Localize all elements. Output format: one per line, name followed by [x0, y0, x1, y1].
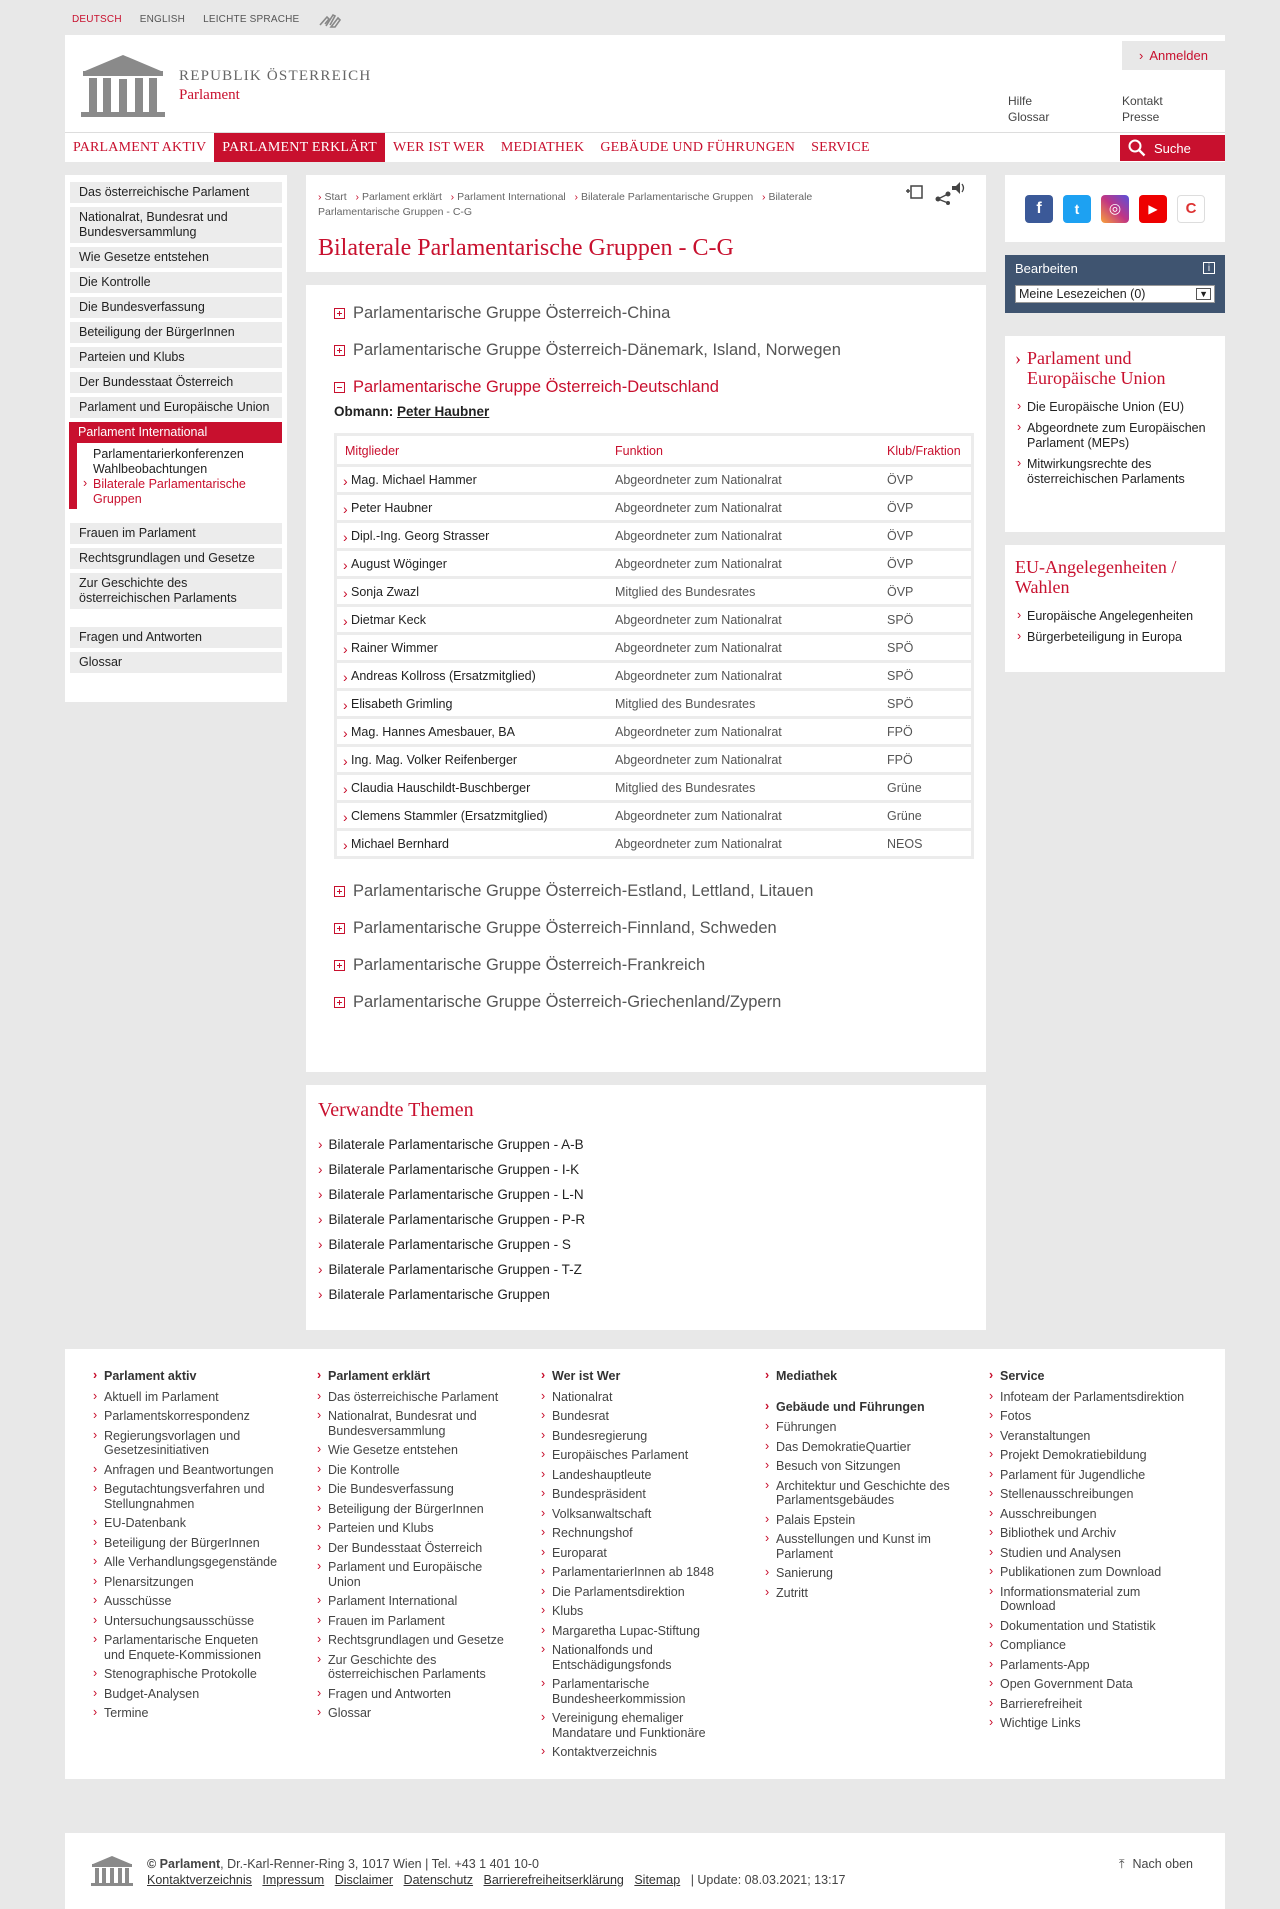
accordion-title: Parlamentarische Gruppe Österreich-Finnland, Schweden: [353, 919, 777, 937]
footer-link[interactable]: › Ausschreibungen: [988, 1507, 1188, 1522]
presse-link[interactable]: Presse: [1122, 110, 1160, 124]
member-club: SPÖ: [879, 660, 971, 688]
obmann-label: Obmann:: [334, 404, 394, 419]
footer-link[interactable]: › Publikationen zum Download: [988, 1565, 1188, 1580]
edit-panel: [1005, 255, 1225, 313]
member-function: Abgeordneter zum Nationalrat: [607, 828, 879, 856]
column-header[interactable]: Funktion: [607, 436, 879, 464]
update-info: | Update: 08.03.2021; 13:17: [690, 1873, 846, 1887]
footer-link[interactable]: › Nationalfonds und Entschädigungsfonds: [540, 1643, 730, 1672]
eu-box: [1005, 336, 1225, 532]
table-row[interactable]: [337, 576, 971, 604]
footer-link[interactable]: › Volksanwaltschaft: [540, 1507, 730, 1522]
sidebar-subitem-current[interactable]: › Bilaterale Parlamentarische Gruppen: [93, 477, 282, 507]
column-header[interactable]: Mitglieder: [337, 436, 607, 464]
footer-link[interactable]: › Begutachtungsverfahren und Stellungnahmen: [92, 1482, 282, 1511]
logo-title: REPUBLIK ÖSTERREICH: [179, 68, 372, 84]
related-link[interactable]: › Bilaterale Parlamentarische Gruppen - A-B: [318, 1137, 584, 1152]
footer-col: [92, 1369, 282, 1726]
footer-col: [316, 1369, 506, 1726]
sidebar-item[interactable]: Die Bundesverfassung: [70, 297, 282, 318]
bottom-link[interactable]: Sitemap: [634, 1873, 681, 1887]
footer-link[interactable]: › Infoteam der Parlamentsdirektion: [988, 1390, 1188, 1405]
footer-link[interactable]: › Die Bundesverfassung: [316, 1482, 506, 1497]
instagram-icon[interactable]: ◎: [1101, 195, 1129, 223]
footer-link[interactable]: › Palais Epstein: [764, 1513, 954, 1528]
footer-link[interactable]: › Stenographische Protokolle: [92, 1667, 282, 1682]
footer-heading[interactable]: › Parlament erklärt: [316, 1369, 506, 1384]
footer-link[interactable]: › Wie Gesetze entstehen: [316, 1443, 506, 1458]
footer-link[interactable]: › EU-Datenbank: [92, 1516, 282, 1531]
sidebar-item[interactable]: Parlament und Europäische Union: [70, 397, 282, 418]
member-function: Mitglied des Bundesrates: [607, 772, 879, 800]
related-link[interactable]: › Bilaterale Parlamentarische Gruppen - I-K: [318, 1162, 580, 1177]
breadcrumb-item[interactable]: Start: [324, 191, 347, 203]
member-club: ÖVP: [879, 520, 971, 548]
accordion-title: Parlamentarische Gruppe Österreich-Estland, Lettland, Litauen: [353, 882, 814, 900]
footer-link[interactable]: › Parlament International: [316, 1594, 506, 1609]
social-box: [1005, 175, 1225, 242]
related-link[interactable]: › Bilaterale Parlamentarische Gruppen - T-Z: [318, 1262, 582, 1277]
member-name[interactable]: › Andreas Kollross (Ersatzmitglied): [337, 660, 607, 688]
related-list: [318, 1132, 974, 1307]
footer-link[interactable]: › Veranstaltungen: [988, 1429, 1188, 1444]
accordion-item[interactable]: [334, 332, 958, 369]
nav-service[interactable]: SERVICE: [811, 139, 870, 155]
expand-icon: [334, 960, 345, 971]
member-name[interactable]: › Mag. Michael Hammer: [337, 464, 607, 492]
table-row[interactable]: [337, 492, 971, 520]
footer-link[interactable]: › Landeshauptleute: [540, 1468, 730, 1483]
obmann-link[interactable]: Peter Haubner: [397, 404, 490, 419]
footer-link[interactable]: › Die Parlamentsdirektion: [540, 1585, 730, 1600]
accordion-item[interactable]: [334, 910, 958, 947]
table-row[interactable]: [337, 716, 971, 744]
bottom-link[interactable]: Barrierefreiheitserklärung: [483, 1873, 624, 1887]
nav-gebaeude[interactable]: GEBÄUDE UND FÜHRUNGEN: [600, 139, 796, 155]
footer-link[interactable]: › Parlamentarische Enqueten und Enquete-Kommissionen: [92, 1633, 282, 1662]
sidebar-subnav: [69, 443, 282, 509]
footer-link[interactable]: › Führungen: [764, 1420, 954, 1435]
accordion-item[interactable]: [334, 295, 958, 332]
bottom-link[interactable]: Datenschutz: [403, 1873, 474, 1887]
hilfe-link[interactable]: Hilfe: [1008, 94, 1033, 108]
language-bar: [72, 14, 343, 29]
footer-link[interactable]: › ParlamentarierInnen ab 1848: [540, 1565, 730, 1580]
footer-link[interactable]: › Aktuell im Parlament: [92, 1390, 282, 1405]
edit-label[interactable]: Bearbeiten: [1015, 260, 1078, 276]
related-title: Verwandte Themen: [318, 1099, 474, 1121]
accordion-title: Parlamentarische Gruppe Österreich-Deutschland: [353, 378, 719, 396]
footer-link[interactable]: › Wichtige Links: [988, 1716, 1188, 1731]
member-function: Abgeordneter zum Nationalrat: [607, 716, 879, 744]
member-name[interactable]: › Mag. Hannes Amesbauer, BA: [337, 716, 607, 744]
eu-link[interactable]: › Abgeordnete zum Europäischen Parlament (MEPs): [1015, 421, 1215, 451]
accordion-item[interactable]: [334, 984, 958, 1021]
footer-col: [540, 1369, 730, 1765]
arrow-up-icon: ⤒: [1119, 1857, 1125, 1871]
breadcrumb-item[interactable]: Bilaterale Parlamentarische Gruppen: [581, 191, 754, 203]
footer-link[interactable]: › Zutritt: [764, 1586, 954, 1601]
member-club: FPÖ: [879, 744, 971, 772]
sidebar-item[interactable]: Rechtsgrundlagen und Gesetze: [70, 548, 282, 569]
member-function: Abgeordneter zum Nationalrat: [607, 492, 879, 520]
chevron-down-icon: ▼: [1196, 288, 1211, 300]
table-row[interactable]: [337, 604, 971, 632]
member-function: Abgeordneter zum Nationalrat: [607, 632, 879, 660]
table-row[interactable]: [337, 632, 971, 660]
sidebar-item[interactable]: Nationalrat, Bundesrat und Bundesversammlung: [70, 207, 282, 243]
footer-link[interactable]: › Bundesrat: [540, 1409, 730, 1424]
sidebar-item[interactable]: Glossar: [70, 652, 282, 673]
member-name[interactable]: › Claudia Hauschildt-Buschberger: [337, 772, 607, 800]
related-link[interactable]: › Bilaterale Parlamentarische Gruppen - P-R: [318, 1212, 586, 1227]
table-row[interactable]: [337, 744, 971, 772]
footer-heading[interactable]: › Mediathek: [764, 1369, 954, 1384]
expand-icon: [334, 345, 345, 356]
sidebar-subitem[interactable]: Parlamentarierkonferenzen: [93, 447, 244, 461]
table-row[interactable]: [337, 772, 971, 800]
footer-link[interactable]: › Europäisches Parlament: [540, 1448, 730, 1463]
search-button[interactable]: [1120, 135, 1225, 161]
title-box: [306, 175, 986, 272]
site-header: [65, 35, 1225, 162]
footer-link[interactable]: › Parlament für Jugendliche: [988, 1468, 1188, 1483]
breadcrumb-item[interactable]: Parlament erklärt: [361, 191, 442, 203]
lang-leichte-sprache[interactable]: LEICHTE SPRACHE: [203, 14, 300, 25]
table-row[interactable]: [337, 464, 971, 492]
footer-link[interactable]: › Fotos: [988, 1409, 1188, 1424]
table-row[interactable]: [337, 688, 971, 716]
member-club: ÖVP: [879, 464, 971, 492]
footer-link[interactable]: › Bundesregierung: [540, 1429, 730, 1444]
footer-link[interactable]: › Dokumentation und Statistik: [988, 1619, 1188, 1634]
footer-link[interactable]: › Compliance: [988, 1638, 1188, 1653]
footer-link[interactable]: › Parlamentarische Bundesheerkommission: [540, 1677, 730, 1706]
member-club: ÖVP: [879, 492, 971, 520]
footer-link[interactable]: › Nationalrat, Bundesrat und Bundesversammlung: [316, 1409, 506, 1438]
logo-subtitle: Parlament: [179, 87, 240, 103]
footer-link[interactable]: › Regierungsvorlagen und Gesetzesinitiativen: [92, 1429, 282, 1458]
bottom-link[interactable]: Disclaimer: [334, 1873, 394, 1887]
member-function: Abgeordneter zum Nationalrat: [607, 520, 879, 548]
eu-title[interactable]: › Parlament und Europäische Union: [1015, 348, 1166, 388]
member-function: Abgeordneter zum Nationalrat: [607, 464, 879, 492]
member-function: Mitglied des Bundesrates: [607, 576, 879, 604]
eu2-link[interactable]: › Europäische Angelegenheiten: [1015, 609, 1215, 624]
member-name[interactable]: › Elisabeth Grimling: [337, 688, 607, 716]
column-header[interactable]: Klub/Fraktion: [879, 436, 971, 464]
help-links: [1008, 93, 1049, 125]
member-club: Grüne: [879, 800, 971, 828]
member-function: Mitglied des Bundesrates: [607, 688, 879, 716]
sidebar-item[interactable]: Beteiligung der BürgerInnen: [70, 322, 282, 343]
member-name[interactable]: › Clemens Stammler (Ersatzmitglied): [337, 800, 607, 828]
site-footer: [65, 1349, 1225, 1779]
member-club: ÖVP: [879, 576, 971, 604]
accordion-title: Parlamentarische Gruppe Österreich-Griechenland/Zypern: [353, 993, 782, 1011]
breadcrumb: › Start › Parlament erklärt › Parlament International › Bilaterale Parlamentarische Gruppen › Bilaterale Parlamentarische Gruppen - C-G: [318, 191, 813, 218]
eu2-box: [1005, 545, 1225, 672]
footer-link[interactable]: › Budget-Analysen: [92, 1687, 282, 1702]
footer-link[interactable]: › Beteiligung der BürgerInnen: [316, 1502, 506, 1517]
sidebar-item-parlament-international[interactable]: Parlament International: [69, 422, 282, 443]
table-row[interactable]: [337, 800, 971, 828]
related-link[interactable]: › Bilaterale Parlamentarische Gruppen: [318, 1287, 550, 1302]
bookmarks-value: Meine Lesezeichen (0): [1019, 287, 1146, 301]
sidebar-item[interactable]: Frauen im Parlament: [70, 523, 282, 544]
nav-wer-ist-wer[interactable]: WER IST WER: [392, 139, 485, 155]
address: , Dr.-Karl-Renner-Ring 3, 1017 Wien | Tel. +43 1 401 10-0: [220, 1857, 539, 1871]
member-club: Grüne: [879, 772, 971, 800]
site-logo[interactable]: [79, 53, 371, 119]
footer-link[interactable]: › Architektur und Geschichte des Parlamentsgebäudes: [764, 1479, 954, 1508]
member-function: Abgeordneter zum Nationalrat: [607, 548, 879, 576]
footer-link[interactable]: › Rechnungshof: [540, 1526, 730, 1541]
facebook-icon[interactable]: f: [1025, 195, 1053, 223]
expand-icon: [334, 923, 345, 934]
twitter-icon[interactable]: t: [1063, 195, 1091, 223]
login-label: Anmelden: [1149, 48, 1208, 63]
collapse-icon: [334, 382, 345, 393]
member-club: ÖVP: [879, 548, 971, 576]
member-name[interactable]: › Dietmar Keck: [337, 604, 607, 632]
footer-heading[interactable]: › Parlament aktiv: [92, 1369, 282, 1384]
member-function: Abgeordneter zum Nationalrat: [607, 604, 879, 632]
footer-link[interactable]: › Margaretha Lupac-Stiftung: [540, 1624, 730, 1639]
parliament-logo-small-icon: [90, 1855, 134, 1887]
footer-link[interactable]: › Kontaktverzeichnis: [540, 1745, 730, 1760]
obmann: [334, 404, 958, 419]
footer-link[interactable]: › Beteiligung der BürgerInnen: [92, 1536, 282, 1551]
accordion-item-open[interactable]: [334, 369, 958, 406]
member-club: FPÖ: [879, 716, 971, 744]
expand-icon: [334, 308, 345, 319]
page-title: Bilaterale Parlamentarische Gruppen - C-G: [318, 235, 734, 261]
parliament-logo-icon: [79, 53, 167, 119]
footer-link[interactable]: › Projekt Demokratiebildung: [988, 1448, 1188, 1463]
related-topics: [306, 1085, 986, 1330]
footer-link[interactable]: › Parlaments-App: [988, 1658, 1188, 1673]
nav-mediathek[interactable]: MEDIATHEK: [500, 139, 585, 155]
eu-link[interactable]: › Mitwirkungsrechte des österreichischen Parlaments: [1015, 457, 1215, 487]
bookmark-icon[interactable]: [904, 183, 926, 201]
table-row[interactable]: [337, 520, 971, 548]
main-navigation: [65, 132, 1225, 162]
nav-parlament-erklaert[interactable]: PARLAMENT ERKLÄRT: [214, 133, 385, 162]
footer-link[interactable]: › Fragen und Antworten: [316, 1687, 506, 1702]
footer-heading[interactable]: › Gebäude und Führungen: [764, 1400, 954, 1415]
footer-link[interactable]: › Vereinigung ehemaliger Mandatare und Funktionäre: [540, 1711, 730, 1740]
footer-link[interactable]: › Open Government Data: [988, 1677, 1188, 1692]
footer-link[interactable]: › Frauen im Parlament: [316, 1614, 506, 1629]
lang-english[interactable]: ENGLISH: [139, 14, 186, 25]
member-name[interactable]: › Rainer Wimmer: [337, 632, 607, 660]
footer-col: [988, 1369, 1188, 1736]
sidebar-item[interactable]: Der Bundesstaat Österreich: [70, 372, 282, 393]
footer-col: [764, 1369, 954, 1605]
groups-accordion: [306, 285, 986, 1072]
footer-link[interactable]: › Sanierung: [764, 1566, 954, 1581]
member-club: SPÖ: [879, 604, 971, 632]
member-function: Abgeordneter zum Nationalrat: [607, 800, 879, 828]
eu2-link[interactable]: › Bürgerbeteiligung in Europa: [1015, 630, 1215, 645]
member-name[interactable]: › Sonja Zwazl: [337, 576, 607, 604]
footer-link[interactable]: › Glossar: [316, 1706, 506, 1721]
footer-link[interactable]: › Klubs: [540, 1604, 730, 1619]
bottom-bar: [65, 1833, 1225, 1909]
breadcrumb-item[interactable]: Parlament International: [457, 191, 566, 203]
nav-parlament-aktiv[interactable]: PARLAMENT AKTIV: [73, 139, 207, 155]
expand-icon: [334, 997, 345, 1008]
member-name[interactable]: › Ing. Mag. Volker Reifenberger: [337, 744, 607, 772]
related-link[interactable]: › Bilaterale Parlamentarische Gruppen - S: [318, 1237, 571, 1252]
bottom-link[interactable]: Kontaktverzeichnis: [147, 1873, 252, 1887]
accordion-title: Parlamentarische Gruppe Österreich-Frankreich: [353, 956, 706, 974]
sidebar-subitem[interactable]: Wahlbeobachtungen: [93, 462, 208, 476]
member-function: Abgeordneter zum Nationalrat: [607, 660, 879, 688]
kontakt-link[interactable]: Kontakt: [1122, 94, 1163, 108]
accordion-item[interactable]: [334, 873, 958, 910]
footer-heading[interactable]: › Service: [988, 1369, 1188, 1384]
related-link[interactable]: › Bilaterale Parlamentarische Gruppen - L-N: [318, 1187, 584, 1202]
app-icon[interactable]: C: [1177, 195, 1205, 223]
login-button[interactable]: › Anmelden: [1122, 41, 1225, 70]
table-row[interactable]: [337, 660, 971, 688]
member-name[interactable]: › Peter Haubner: [337, 492, 607, 520]
footer-link[interactable]: › Anfragen und Beantwortungen: [92, 1463, 282, 1478]
accordion-title: Parlamentarische Gruppe Österreich-Dänemark, Island, Norwegen: [353, 341, 841, 359]
members-table: [334, 433, 974, 859]
footer-link[interactable]: › Termine: [92, 1706, 282, 1721]
footer-link[interactable]: › Nationalrat: [540, 1390, 730, 1405]
footer-link[interactable]: › Die Kontrolle: [316, 1463, 506, 1478]
footer-link[interactable]: › Rechtsgrundlagen und Gesetze: [316, 1633, 506, 1648]
back-to-top-button[interactable]: ⤒ Nach oben: [1119, 1857, 1193, 1871]
breadcrumb-current: Bilaterale Parlamentarische Gruppen - C-G: [318, 191, 813, 218]
glossar-link[interactable]: Glossar: [1008, 110, 1050, 124]
lang-deutsch[interactable]: DEUTSCH: [72, 14, 122, 25]
sidebar-item[interactable]: Die Kontrolle: [70, 272, 282, 293]
footer-link[interactable]: › Zur Geschichte des österreichischen Parlaments: [316, 1653, 506, 1682]
footer-link[interactable]: › Ausschüsse: [92, 1594, 282, 1609]
footer-link[interactable]: › Bibliothek und Archiv: [988, 1526, 1188, 1541]
member-name[interactable]: › August Wöginger: [337, 548, 607, 576]
footer-link[interactable]: › Untersuchungsausschüsse: [92, 1614, 282, 1629]
member-function: Abgeordneter zum Nationalrat: [607, 744, 879, 772]
share-audio-icon[interactable]: [934, 181, 968, 205]
footer-link[interactable]: › Das DemokratieQuartier: [764, 1440, 954, 1455]
member-club: NEOS: [879, 828, 971, 856]
footer-link[interactable]: › Studien und Analysen: [988, 1546, 1188, 1561]
bookmarks-select[interactable]: [1015, 285, 1215, 303]
info-icon[interactable]: i: [1203, 262, 1215, 274]
sidebar-item[interactable]: Das österreichische Parlament: [70, 182, 282, 203]
accordion-item[interactable]: [334, 947, 958, 984]
expand-icon: [334, 886, 345, 897]
copyright: © Parlament: [147, 1857, 221, 1871]
table-row[interactable]: [337, 828, 971, 856]
sign-language-icon[interactable]: [317, 9, 343, 29]
search-label: Suche: [1154, 140, 1191, 156]
footer-link[interactable]: › Der Bundesstaat Österreich: [316, 1541, 506, 1556]
sidebar-item[interactable]: Fragen und Antworten: [70, 627, 282, 648]
footer-heading[interactable]: › Wer ist Wer: [540, 1369, 730, 1384]
sidebar-item[interactable]: Zur Geschichte des österreichischen Parlaments: [70, 573, 282, 609]
footer-link[interactable]: › Stellenausschreibungen: [988, 1487, 1188, 1502]
eu2-title[interactable]: EU-Angelegenheiten / Wahlen: [1015, 557, 1177, 597]
sidebar-item[interactable]: Parteien und Klubs: [70, 347, 282, 368]
search-icon: [1128, 139, 1146, 157]
member-name[interactable]: › Michael Bernhard: [337, 828, 607, 856]
member-club: SPÖ: [879, 632, 971, 660]
table-row[interactable]: [337, 548, 971, 576]
accordion-title: Parlamentarische Gruppe Österreich-China: [353, 304, 671, 322]
footer-link[interactable]: › Plenarsitzungen: [92, 1575, 282, 1590]
bottom-link[interactable]: Impressum: [262, 1873, 325, 1887]
footer-link[interactable]: › Parlament und Europäische Union: [316, 1560, 506, 1589]
footer-link[interactable]: › Barrierefreiheit: [988, 1697, 1188, 1712]
left-sidebar: [65, 175, 287, 702]
footer-link[interactable]: › Besuch von Sitzungen: [764, 1459, 954, 1474]
footer-link[interactable]: › Parteien und Klubs: [316, 1521, 506, 1536]
sidebar-item[interactable]: Wie Gesetze entstehen: [70, 247, 282, 268]
member-name[interactable]: › Dipl.-Ing. Georg Strasser: [337, 520, 607, 548]
footer-link[interactable]: › Bundespräsident: [540, 1487, 730, 1502]
youtube-icon[interactable]: ▶: [1139, 195, 1167, 223]
footer-link[interactable]: › Europarat: [540, 1546, 730, 1561]
contact-links: [1122, 93, 1163, 125]
eu-link[interactable]: › Die Europäische Union (EU): [1015, 400, 1215, 415]
footer-link[interactable]: › Ausstellungen und Kunst im Parlament: [764, 1532, 954, 1561]
footer-link[interactable]: › Informationsmaterial zum Download: [988, 1585, 1188, 1614]
footer-link[interactable]: › Parlamentskorrespondenz: [92, 1409, 282, 1424]
footer-link[interactable]: › Das österreichische Parlament: [316, 1390, 506, 1405]
footer-link[interactable]: › Alle Verhandlungsgegenstände: [92, 1555, 282, 1570]
member-club: SPÖ: [879, 688, 971, 716]
